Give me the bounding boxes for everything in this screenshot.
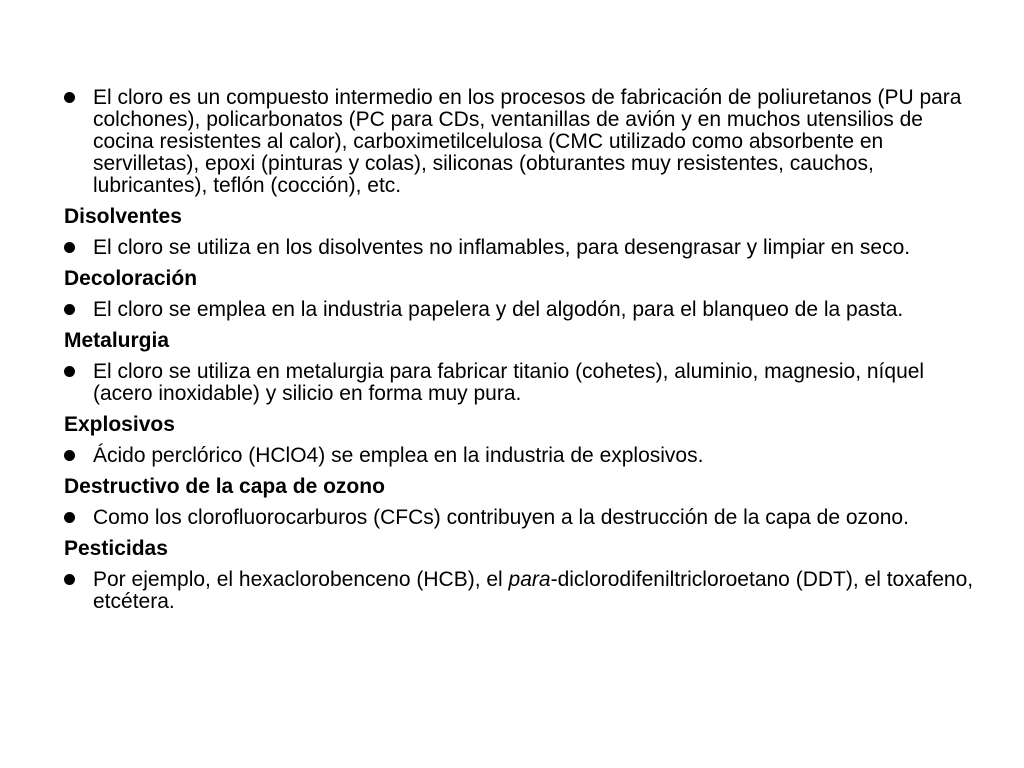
bullet-item-explosivos [64,445,974,467]
section-heading-disolventes: Disolventes [64,205,182,228]
section-heading-metalurgia: Metalurgia [64,329,170,352]
bullet-text: El cloro es un compuesto intermedio en los procesos de fabricación de poliuretanos (PU para colchones), policarbonatos (PC para CDs, ventanillas de avión y en muchos utensilios de cocina resistentes al calor), carboximetilcelulosa (CMC utilizado como absorbente en servilletas), epoxi (pinturas y colas), siliconas (obturantes muy resistentes, cauchos, lubricantes), teflón (cocción), etc. [93,86,962,197]
bullet-item-intro [64,87,974,197]
section-heading-decoloracion: Decoloración [64,267,198,290]
bullet-dot-icon [64,574,75,585]
section-heading-ozono: Destructivo de la capa de ozono [64,475,385,498]
bullet-text [93,568,973,613]
bullet-text: Como los clorofluorocarburos (CFCs) contribuyen a la destrucción de la capa de ozono. [93,506,909,529]
section-heading-explosivos: Explosivos [64,413,175,436]
bullet-text: El cloro se emplea en la industria papelera y del algodón, para el blanqueo de la pasta. [93,298,904,321]
bullet-text: Ácido perclórico (HClO4) se emplea en la industria de explosivos. [93,444,704,467]
bullet-dot-icon [64,366,75,377]
bullet-text-part: Por ejemplo, el hexaclorobenceno (HCB), el [93,568,509,591]
bullet-item-disolventes [64,237,974,259]
bullet-item-decoloracion [64,299,974,321]
slide-content [64,87,974,622]
bullet-item-metalurgia [64,361,974,405]
bullet-dot-icon [64,304,75,315]
bullet-dot-icon [64,450,75,461]
bullet-text: El cloro se utiliza en metalurgia para fabricar titanio (cohetes), aluminio, magnesio, níquel (acero inoxidable) y silicio en forma muy pura. [93,360,925,405]
bullet-text-italic: para [508,568,551,591]
section-heading-pesticidas: Pesticidas [64,537,168,560]
bullet-dot-icon [64,92,75,103]
bullet-dot-icon [64,242,75,253]
bullet-item-ozono [64,507,974,529]
bullet-text: El cloro se utiliza en los disolventes no inflamables, para desengrasar y limpiar en seco. [93,236,911,259]
bullet-item-pesticidas [64,569,974,613]
bullet-text-part: -diclorodifeniltricloroetano (DDT), el toxafeno, etcétera. [93,568,974,613]
bullet-dot-icon [64,512,75,523]
